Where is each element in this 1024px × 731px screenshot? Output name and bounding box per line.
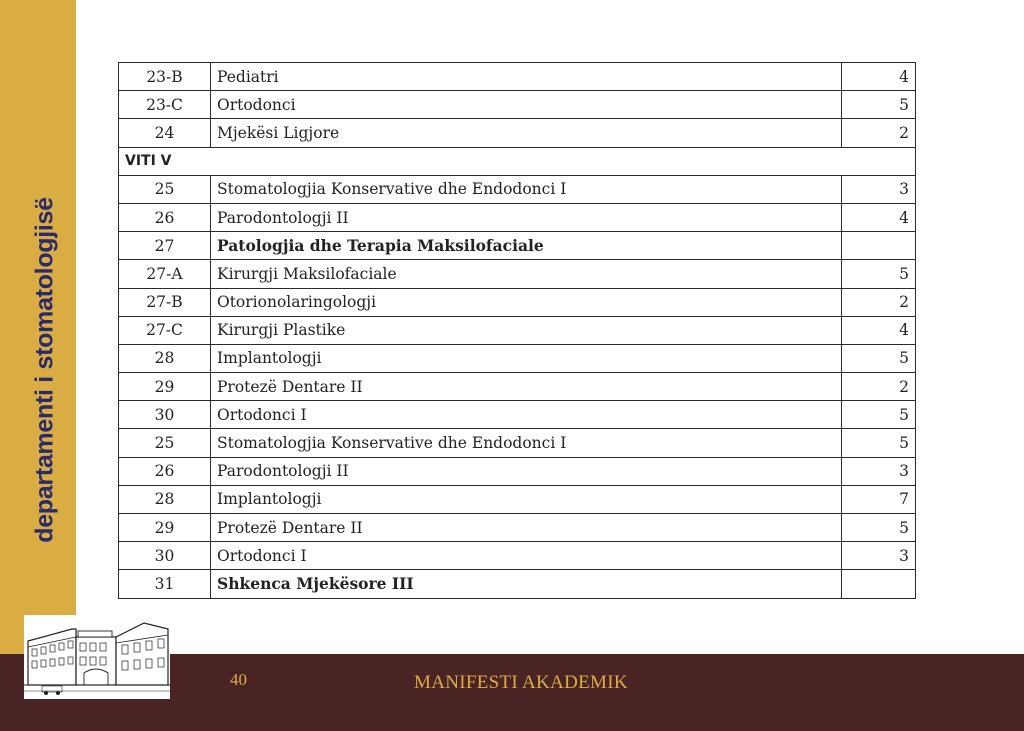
page-number: 40	[230, 670, 247, 689]
cell-code: 23-C	[119, 91, 211, 119]
cell-subject: Implantologji	[211, 485, 842, 513]
cell-subject: Stomatologjia Konservative dhe Endodonci I	[211, 175, 842, 203]
cell-code: 26	[119, 203, 211, 231]
cell-code: 26	[119, 457, 211, 485]
table-row	[119, 232, 916, 260]
cell-credits: 3	[842, 457, 916, 485]
cell-credits	[842, 232, 916, 260]
cell-credits: 5	[842, 260, 916, 288]
cell-subject: Patologjia dhe Terapia Maksilofaciale	[211, 232, 842, 260]
footer-title: MANIFESTI AKADEMIK	[414, 672, 628, 693]
table-row	[119, 119, 916, 147]
cell-code: 28	[119, 485, 211, 513]
cell-code: 28	[119, 344, 211, 372]
cell-credits: 5	[842, 91, 916, 119]
cell-subject: Pediatri	[211, 63, 842, 91]
cell-code: 27-A	[119, 260, 211, 288]
table-row	[119, 63, 916, 91]
cell-subject: Kirurgji Maksilofaciale	[211, 260, 842, 288]
cell-credits: 3	[842, 175, 916, 203]
cell-code: 23-B	[119, 63, 211, 91]
cell-credits: 7	[842, 485, 916, 513]
table-row	[119, 344, 916, 372]
table-row	[119, 91, 916, 119]
cell-subject: Ortodonci I	[211, 542, 842, 570]
cell-credits: 5	[842, 429, 916, 457]
cell-subject: Shkenca Mjekësore III	[211, 570, 842, 598]
curriculum-table	[118, 62, 916, 599]
year-label: VITI V	[119, 147, 916, 175]
table-row	[119, 373, 916, 401]
cell-code: 29	[119, 373, 211, 401]
cell-code: 27-B	[119, 288, 211, 316]
cell-credits: 5	[842, 344, 916, 372]
cell-credits: 3	[842, 542, 916, 570]
cell-code: 25	[119, 175, 211, 203]
cell-credits: 2	[842, 119, 916, 147]
cell-code: 27	[119, 232, 211, 260]
cell-credits: 5	[842, 401, 916, 429]
table-row	[119, 175, 916, 203]
cell-subject: Kirurgji Plastike	[211, 316, 842, 344]
cell-credits: 4	[842, 316, 916, 344]
cell-code: 30	[119, 401, 211, 429]
table-row	[119, 288, 916, 316]
cell-subject: Implantologji	[211, 344, 842, 372]
table-row	[119, 260, 916, 288]
cell-credits: 2	[842, 288, 916, 316]
cell-code: 24	[119, 119, 211, 147]
cell-credits: 4	[842, 63, 916, 91]
table-row	[119, 457, 916, 485]
cell-credits	[842, 570, 916, 598]
cell-credits: 4	[842, 203, 916, 231]
university-building-logo	[24, 615, 170, 699]
cell-subject: Ortodonci	[211, 91, 842, 119]
cell-subject: Mjekësi Ligjore	[211, 119, 842, 147]
table-row	[119, 485, 916, 513]
table-row	[119, 401, 916, 429]
cell-subject: Parodontologji II	[211, 457, 842, 485]
table-row	[119, 429, 916, 457]
cell-code: 29	[119, 514, 211, 542]
cell-subject: Ortodonci I	[211, 401, 842, 429]
table-row	[119, 203, 916, 231]
cell-code: 27-C	[119, 316, 211, 344]
year-header-row	[119, 147, 916, 175]
cell-credits: 2	[842, 373, 916, 401]
cell-subject: Otorionolaringologji	[211, 288, 842, 316]
cell-subject: Parodontologji II	[211, 203, 842, 231]
cell-code: 30	[119, 542, 211, 570]
cell-code: 25	[119, 429, 211, 457]
table-row	[119, 514, 916, 542]
table-row	[119, 570, 916, 598]
table-row	[119, 542, 916, 570]
department-title: departamenti i stomatologjisë	[30, 197, 59, 543]
cell-credits: 5	[842, 514, 916, 542]
cell-subject: Protezë Dentare II	[211, 514, 842, 542]
cell-subject: Protezë Dentare II	[211, 373, 842, 401]
table-row	[119, 316, 916, 344]
cell-subject: Stomatologjia Konservative dhe Endodonci I	[211, 429, 842, 457]
cell-code: 31	[119, 570, 211, 598]
